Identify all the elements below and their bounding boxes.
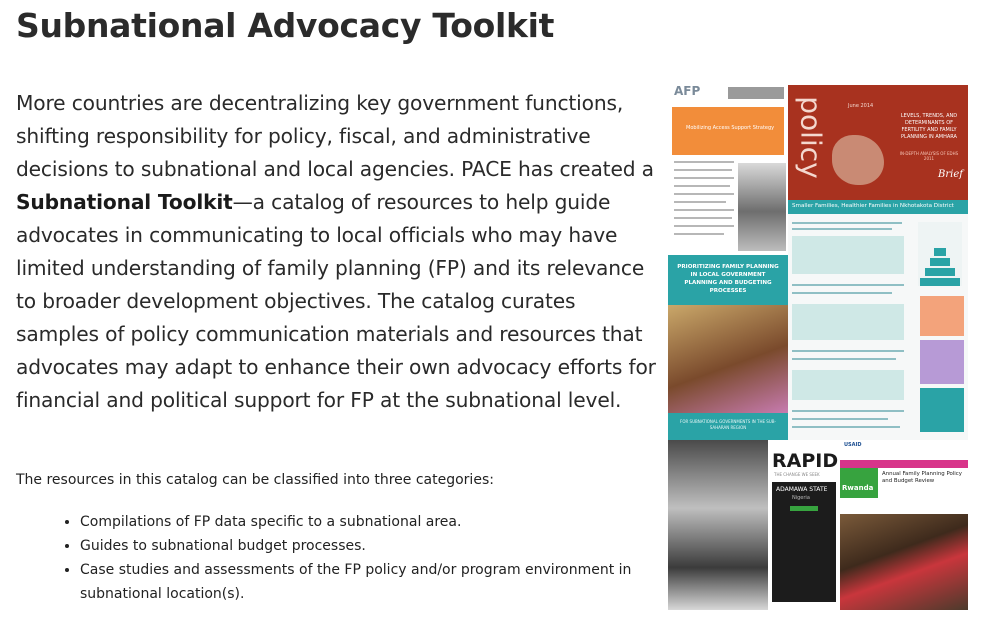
rwanda-title: Annual Family Planning Policy and Budget Review — [882, 471, 962, 484]
afp-orange-banner — [672, 107, 784, 155]
text-line — [674, 177, 734, 179]
text-line — [674, 209, 734, 211]
text-line — [674, 169, 732, 171]
policy-date: June 2014 — [848, 103, 874, 109]
rwanda-magenta-bar — [840, 460, 968, 468]
text-line — [674, 201, 726, 203]
rapid-adamawa-cover — [768, 440, 840, 610]
text-line — [674, 185, 730, 187]
prioritizing-title: PRIORITIZING FAMILY PLANNING IN LOCAL GOVERNMENT PLANNING AND BUDGETING PROCESSES — [677, 264, 779, 294]
prioritizing-footer: FOR SUBNATIONAL GOVERNMENTS IN THE SUB-SAHARAN REGION — [680, 419, 776, 430]
categories-lead: The resources in this catalog can be classified into three categories: — [16, 472, 494, 488]
text-line — [674, 225, 734, 227]
text-line — [792, 292, 892, 294]
list-item: • Case studies and assessments of the FP policy and/or program environment in subnational location(s). — [80, 558, 670, 606]
text-line — [792, 222, 902, 224]
woman-portrait-cover — [668, 440, 768, 610]
toolkit-cover-collage — [668, 85, 968, 610]
smaller-families-banner — [788, 200, 968, 214]
prioritizing-fp-cover — [668, 255, 788, 440]
text-line — [792, 410, 904, 412]
smaller-families-brief — [788, 200, 968, 440]
ethiopia-map-shape — [832, 135, 884, 185]
categories-list — [60, 510, 670, 606]
text-line — [792, 350, 904, 352]
woman-photo — [738, 163, 786, 251]
text-line — [792, 358, 896, 360]
rapid-dark-panel — [772, 482, 836, 602]
afp-logo: AFP — [674, 85, 701, 98]
rwanda-fp-review-cover — [840, 440, 968, 610]
intro-paragraph — [16, 87, 656, 417]
text-line — [792, 284, 904, 286]
rapid-title: RAPID — [772, 450, 839, 472]
policy-word: policy — [794, 96, 828, 179]
afp-portrait-thumbnails — [728, 87, 784, 99]
community-photo — [840, 514, 968, 610]
usaid-logo: USAID — [844, 442, 862, 448]
intro-text-end: —a catalog of resources to help guide advocates in communicating to local officials who may have limited understanding of family planning (FP) and its relevance to broader development objectives. The catalog curates samples of policy communication materials and resources that advocates may adapt to enhance their own advocacy efforts for financial and political support for FP at the subnational level. — [16, 190, 656, 412]
text-line — [674, 233, 724, 235]
list-item: • Guides to subnational budget processes. — [80, 534, 670, 558]
text-line — [792, 228, 892, 230]
text-line — [674, 217, 732, 219]
list-item: • Compilations of FP data specific to a subnational area. — [80, 510, 670, 534]
afp-document-cover — [668, 85, 788, 255]
page-title: Subnational Advocacy Toolkit — [16, 6, 555, 45]
text-line — [674, 161, 734, 163]
policy-heading: LEVELS, TRENDS, AND DETERMINANTS OF FERTILITY AND FAMILY PLANNING IN AMHARA — [900, 113, 958, 140]
rwanda-green-block — [840, 468, 878, 498]
orange-stat-tile — [920, 296, 964, 336]
text-line — [792, 418, 888, 420]
rwanda-label: Rwanda — [842, 484, 874, 492]
info-box — [792, 236, 904, 274]
text-line — [674, 193, 734, 195]
text-line — [792, 426, 900, 428]
info-box — [792, 370, 904, 400]
rapid-state: ADAMAWA STATE — [776, 486, 828, 493]
rapid-green-label — [790, 506, 818, 511]
policy-brief-label: Brief — [938, 169, 963, 180]
policy-subheading: IN-DEPTH ANALYSIS OF EDHS 2011 — [899, 151, 959, 161]
rapid-country: Nigeria — [792, 495, 810, 501]
policy-brief-cover — [788, 85, 968, 200]
info-box — [792, 304, 904, 340]
smaller-families-title: Smaller Families, Healthier Families in Nkhotakota District — [792, 203, 954, 209]
lilac-stat-tile — [920, 340, 964, 384]
teal-stat-tile — [920, 388, 964, 432]
afp-doc-title: Mobilizing Access Support Strategy — [686, 125, 775, 131]
subnational-toolkit-emphasis: Subnational Toolkit — [16, 190, 233, 214]
mother-child-photo — [668, 305, 788, 413]
intro-text-start: More countries are decentralizing key government functions, shifting responsibility for policy, fiscal, and administrative decisions to subnational and local agencies. PACE has created a — [16, 91, 654, 181]
rapid-tagline: THE CHANGE WE SEEK — [774, 472, 820, 477]
population-pyramid — [918, 222, 962, 286]
